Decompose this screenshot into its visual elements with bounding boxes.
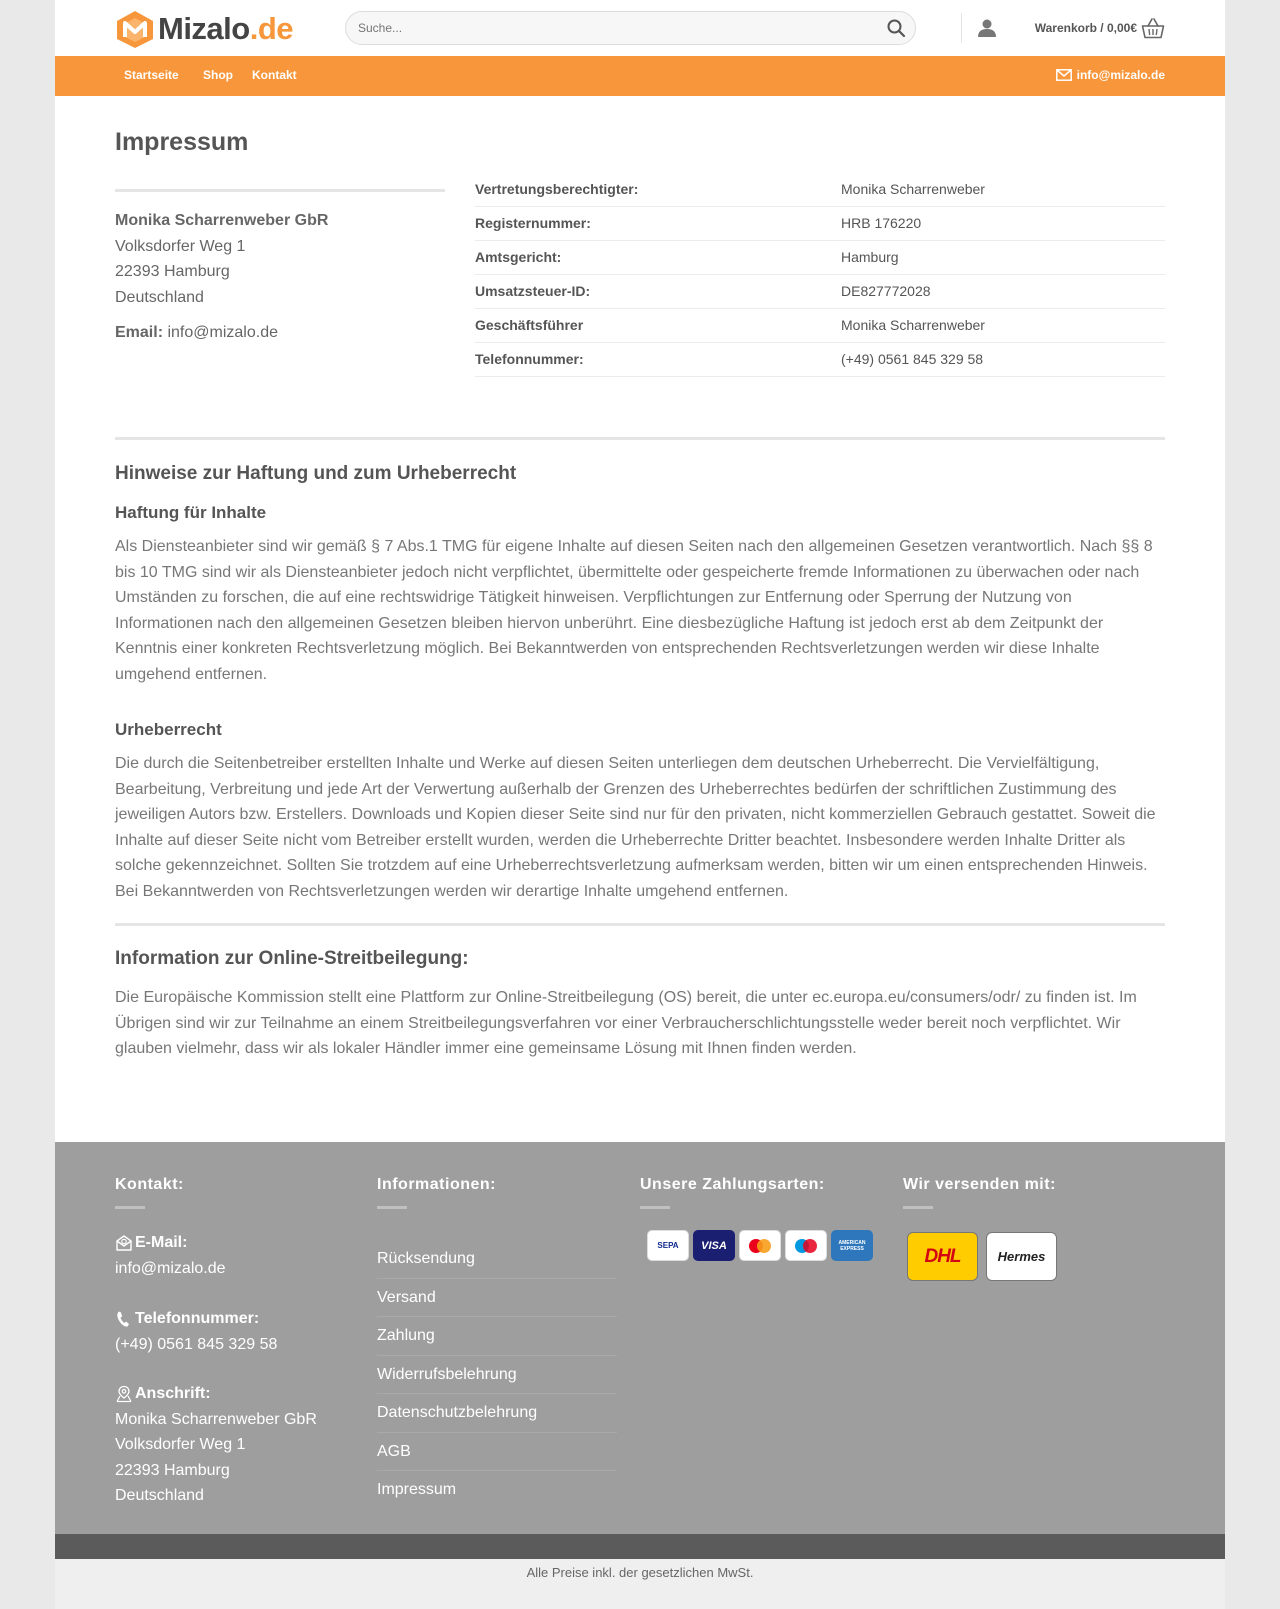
footer-email-block <box>115 1230 375 1281</box>
logo-tld: .de <box>249 11 294 46</box>
site-logo[interactable] <box>115 9 293 49</box>
info-value: HRB 176220 <box>841 206 1165 240</box>
footer-link-zahlung[interactable]: Zahlung <box>377 1317 617 1356</box>
nav-email-link[interactable] <box>1056 68 1165 82</box>
info-value: DE827772028 <box>841 274 1165 308</box>
footer-phone-block <box>115 1306 375 1357</box>
footer-link-datenschutzbelehrung[interactable]: Datenschutzbelehrung <box>377 1394 617 1433</box>
content-liability-heading: Haftung für Inhalte <box>115 503 267 522</box>
copyright-heading: Urheberrecht <box>115 720 222 739</box>
section-divider <box>115 923 1165 926</box>
site-header <box>55 0 1225 56</box>
footer-link-versand[interactable]: Versand <box>377 1279 617 1318</box>
location-pin-icon <box>115 1385 133 1403</box>
footer-phone-label-text: Telefonnummer: <box>135 1310 260 1327</box>
address-city: 22393 Hamburg <box>115 263 230 280</box>
footer-address-block <box>115 1381 375 1509</box>
section-divider <box>115 437 1165 440</box>
cart-label: Warenkorb / 0,00€ <box>1034 21 1137 35</box>
logo-name: Mizalo <box>158 11 250 46</box>
odr-heading: Information zur Online-Streitbeilegung: <box>115 948 469 969</box>
content-liability-text: Als Diensteanbieter sind wir gemäß § 7 Abs.1 TMG für eigene Inhalte auf diesen Seiten nach den allgemeinen Gesetzen verantwortlich. Nach §§ 8 bis 10 TMG sind wir als Diensteanbieter jedoch nicht verpflichtet, übermittelte oder gespeicherte fremde Informationen zu überwachen oder nach Umständen zu forschen, die auf eine rechtswidrige Tätigkeit hinweisen. Verpflichtungen zur Entfernung oder Sperrung der Nutzung von Informationen nach den allgemeinen Gesetzen bleiben hiervon unberührt. Eine diesbezügliche Haftung ist jedoch erst ab dem Zeitpunkt der Kenntnis einer konkreten Rechtsverletzung möglich. Bei Bekanntwerden von entsprechenden Rechtsverletzungen werden wir diese Inhalte umgehend entfernen. <box>115 538 1153 683</box>
shopping-basket-icon <box>1141 17 1165 39</box>
footer-address-label <box>115 1381 375 1407</box>
info-key: Umsatzsteuer-ID: <box>475 274 841 308</box>
cart-link[interactable] <box>1035 17 1165 39</box>
footer-email-label <box>115 1230 375 1256</box>
footer-link-ruecksendung[interactable]: Rücksendung <box>377 1240 617 1279</box>
footer-heading-bar <box>640 1206 670 1209</box>
sepa-icon <box>647 1230 689 1261</box>
table-row <box>475 308 1165 342</box>
company-info-table <box>475 172 1165 377</box>
footer-contact-column <box>115 1176 375 1504</box>
search-bar <box>345 11 916 45</box>
envelope-icon <box>1056 69 1072 81</box>
odr-text: Die Europäische Kommission stellt eine Plattform zur Online-Streitbeilegung (OS) bereit, die unter ec.europa.eu/consumers/odr/ zu finden ist. Im Übrigen sind wir zur Teilnahme an einem Streitbeilegungsverfahren vor einer Verbraucherschlichtungsstelle weder bereit noch verpflichtet. Wir glauben vielmehr, dass wir als lokaler Händler immer eine gemeinsame Lösung mit Ihnen finden werden. <box>115 989 1137 1057</box>
price-notice: Alle Preise inkl. der gesetzlichen MwSt. <box>526 1565 754 1580</box>
main-nav <box>55 56 1225 96</box>
table-row <box>475 240 1165 274</box>
footer-shipping-column <box>903 1176 1143 1267</box>
address-street: Volksdorfer Weg 1 <box>115 237 246 255</box>
copyright-text: Die durch die Seitenbetreiber erstellten Inhalte und Werke auf diesen Seiten unterliegen dem deutschen Urheberrecht. Die Vervielfältigung, Bearbeitung, Verbreitung und jede Art der Verwertung außerhalb der Grenzen des Urheberrechtes bedürfen der schriftlichen Zustimmung des jeweiligen Autors bzw. Erstellers. Downloads und Kopien dieser Seite sind nur für den privaten, nicht kommerziellen Gebrauch gestattet. Soweit die Inhalte auf dieser Seite nicht vom Betreiber erstellt wurden, werden die Urheberrechte Dritter beachtet. Insbesondere werden Inhalte Dritter als solche gekennzeichnet. Sollten Sie trotzdem auf eine Urheberrechtsverletzung aufmerksam werden, bitten wir um einen entsprechenden Hinweis. Bei Bekanntwerden von Rechtsverletzungen werden wir derartige Inhalte umgehend entfernen. <box>115 755 1156 900</box>
visa-icon <box>693 1230 735 1261</box>
search-icon[interactable] <box>886 18 906 38</box>
hermes-label: Hermes <box>997 1249 1046 1264</box>
email-label: Email: <box>115 324 164 341</box>
copyright-bar <box>55 1559 1225 1609</box>
footer-shipping-heading: Wir versenden mit: <box>903 1176 1056 1193</box>
search-input[interactable] <box>346 12 846 44</box>
table-row <box>475 206 1165 240</box>
amex-label: AMERICAN EXPRESS <box>838 1239 866 1252</box>
liability-heading: Hinweise zur Haftung und zum Urheberrecht <box>115 463 517 484</box>
footer-heading-bar <box>377 1206 407 1209</box>
info-value: (+49) 0561 845 329 58 <box>841 342 1165 376</box>
email-icon <box>115 1234 133 1252</box>
amex-icon <box>831 1230 873 1261</box>
footer-info-links <box>377 1240 617 1510</box>
dhl-label: DHL <box>924 1245 961 1267</box>
footer-info-column <box>377 1176 617 1498</box>
footer-link-agb[interactable]: AGB <box>377 1433 617 1472</box>
table-row <box>475 172 1165 206</box>
footer-link-impressum[interactable]: Impressum <box>377 1481 457 1498</box>
footer-email-value[interactable]: info@mizalo.de <box>115 1259 226 1277</box>
info-value: Hamburg <box>841 240 1165 274</box>
footer-info-heading: Informationen: <box>377 1176 496 1193</box>
mastercard-icon <box>739 1230 781 1261</box>
info-key: Amtsgericht: <box>475 240 841 274</box>
logo-mark-icon <box>115 9 155 49</box>
footer-phone-label <box>115 1306 375 1332</box>
footer-address-country: Deutschland <box>115 1487 204 1504</box>
phone-icon <box>115 1310 133 1328</box>
info-key: Telefonnummer: <box>475 342 841 376</box>
site-footer <box>55 1142 1225 1534</box>
address-country: Deutschland <box>115 288 204 306</box>
table-row <box>475 274 1165 308</box>
hermes-logo <box>986 1232 1057 1281</box>
payment-methods <box>647 1230 873 1261</box>
mastercard-circles <box>747 1238 773 1254</box>
header-divider <box>961 13 962 43</box>
info-value: Monika Scharrenweber <box>841 172 1165 206</box>
maestro-icon <box>785 1230 827 1261</box>
info-value: Monika Scharrenweber <box>841 308 1165 342</box>
company-name: Monika Scharrenweber GbR <box>115 212 329 229</box>
footer-contact-heading: Kontakt: <box>115 1176 184 1193</box>
footer-payment-heading: Unsere Zahlungsarten: <box>640 1176 825 1193</box>
info-key: Vertretungsberechtigter: <box>475 172 841 206</box>
nav-item-shop[interactable]: Shop <box>203 68 233 82</box>
footer-address-city: 22393 Hamburg <box>115 1461 230 1479</box>
nav-item-kontakt[interactable]: Kontakt <box>252 68 297 82</box>
info-key: Geschäftsführer <box>475 308 841 342</box>
footer-address-company: Monika Scharrenweber GbR <box>115 1410 317 1428</box>
footer-heading-bar <box>115 1206 145 1209</box>
nav-email-text: info@mizalo.de <box>1076 68 1165 82</box>
footer-address-street: Volksdorfer Weg 1 <box>115 1436 246 1453</box>
logo-text <box>158 11 293 47</box>
footer-heading-bar <box>903 1206 933 1209</box>
info-key: Registernummer: <box>475 206 841 240</box>
dhl-logo <box>907 1232 978 1281</box>
maestro-circles <box>793 1238 819 1254</box>
footer-address-label-text: Anschrift: <box>135 1385 211 1402</box>
nav-item-startseite[interactable]: Startseite <box>124 68 179 82</box>
footer-payment-column <box>640 1176 880 1252</box>
email-value[interactable]: info@mizalo.de <box>167 324 278 341</box>
shipping-carriers <box>907 1232 1057 1281</box>
company-email <box>115 324 278 342</box>
visa-label: VISA <box>701 1239 727 1252</box>
page-title: Impressum <box>115 128 249 156</box>
footer-link-widerrufsbelehrung[interactable]: Widerrufsbelehrung <box>377 1356 617 1395</box>
table-row <box>475 342 1165 376</box>
footer-email-label-text: E-Mail: <box>135 1234 188 1251</box>
sub-footer <box>55 1534 1225 1559</box>
page <box>55 0 1225 1609</box>
address-divider <box>115 189 445 192</box>
company-address <box>115 208 328 310</box>
user-account-icon[interactable] <box>976 17 998 39</box>
footer-phone-value[interactable]: (+49) 0561 845 329 58 <box>115 1335 278 1353</box>
sepa-label: SEPA <box>657 1241 679 1250</box>
